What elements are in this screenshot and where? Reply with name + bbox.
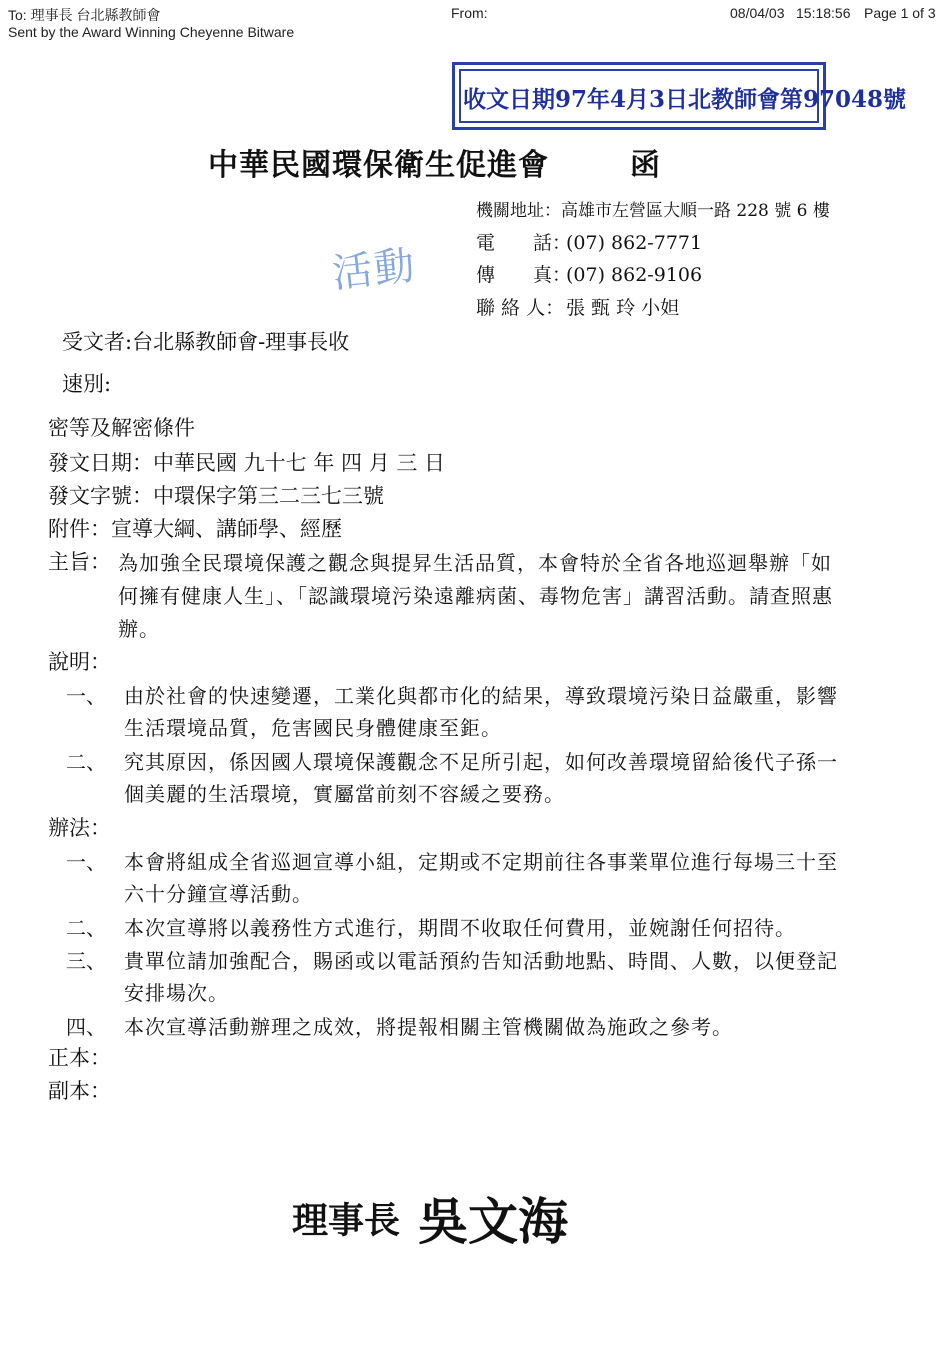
issue-number: 發文字號：中環保字第三二三七三號 bbox=[48, 484, 384, 508]
explanation-line: 究其原因，係因國人環境保護觀念不足所引起，如何改善環境留給後代子孫一 bbox=[124, 750, 838, 774]
method-line: 本次宣導將以義務性方式進行，期間不收取任何費用，並婉謝任何招待。 bbox=[124, 916, 796, 940]
method-label: 辦法： bbox=[48, 816, 111, 840]
method-item-number: 一、 bbox=[66, 850, 106, 874]
explanation-item-number: 一、 bbox=[66, 684, 106, 708]
received-stamp-text: 收文日期97年4月3日北教師會第97048號 bbox=[463, 86, 907, 113]
person-label: 聯 絡 人： bbox=[476, 297, 565, 319]
document-type: 函 bbox=[630, 148, 660, 183]
method-line: 六十分鐘宣導活動。 bbox=[124, 882, 313, 906]
method-line: 貴單位請加強配合，賜函或以電話預約告知活動地點、時間、人數，以便登記 bbox=[124, 949, 838, 973]
subject-line: 辦。 bbox=[118, 617, 160, 641]
fax-time: 15:18:56 bbox=[796, 5, 851, 21]
explanation-line: 個美麗的生活環境，實屬當前刻不容緩之要務。 bbox=[124, 782, 565, 806]
attachment: 附件：宣導大綱、講師學、經歷 bbox=[48, 517, 342, 541]
activity-stamp: 活動 bbox=[330, 242, 419, 298]
speed: 速別: bbox=[62, 372, 112, 396]
method-line: 安排場次。 bbox=[124, 981, 229, 1005]
phone-label: 電 話： bbox=[476, 232, 572, 254]
fax-to: To: 理事長 台北縣教師會 bbox=[8, 7, 161, 23]
copy-recipient: 副本： bbox=[48, 1079, 111, 1103]
subject-label: 主旨： bbox=[48, 550, 111, 574]
issue-date: 發文日期：中華民國 九十七 年 四 月 三 日 bbox=[48, 451, 446, 475]
address-label: 機關地址： bbox=[476, 201, 561, 221]
address-value: 高雄市左營區大順一路 228 號 6 樓 bbox=[561, 201, 830, 221]
fax-header bbox=[8, 3, 936, 43]
phone-value: (07) 862-7771 bbox=[566, 232, 703, 254]
contact-fax bbox=[476, 260, 702, 287]
fax-label: 傳 真： bbox=[476, 264, 572, 286]
subject-line: 為加強全民環境保護之觀念與提昇生活品質，本會特於全省各地巡迴舉辦「如 bbox=[118, 551, 832, 575]
contact-address bbox=[476, 196, 830, 221]
organization-title: 中華民國環保衛生促進會 bbox=[208, 148, 549, 183]
fax-date: 08/04/03 bbox=[730, 5, 785, 21]
fax-sent-by: Sent by the Award Winning Cheyenne Bitware bbox=[8, 24, 295, 40]
signature bbox=[292, 1182, 568, 1254]
method-item-number: 二、 bbox=[66, 916, 106, 940]
subject-line: 何擁有健康人生」、「認識環境污染遠離病菌、毒物危害」講習活動。請查照惠 bbox=[118, 584, 833, 608]
signature-title: 理事長 bbox=[292, 1199, 401, 1242]
fax-from: From: bbox=[451, 5, 488, 21]
recipient: 受文者:台北縣教師會-理事長收 bbox=[62, 330, 350, 354]
method-item-number: 四、 bbox=[66, 1015, 106, 1039]
method-line: 本次宣導活動辦理之成效，將提報相關主管機關做為施政之參考。 bbox=[124, 1015, 733, 1039]
explanation-line: 由於社會的快速變遷，工業化與都市化的結果，導致環境污染日益嚴重，影響 bbox=[124, 684, 838, 708]
secrecy: 密等及解密條件 bbox=[48, 416, 195, 440]
received-stamp bbox=[452, 62, 907, 130]
explanation-line: 生活環境品質，危害國民身體健康至鉅。 bbox=[124, 716, 502, 740]
fax-page: Page 1 of 3 bbox=[864, 5, 936, 21]
original-recipient: 正本： bbox=[48, 1046, 111, 1070]
signature-name: 吳文海 bbox=[418, 1192, 569, 1251]
contact-phone bbox=[476, 228, 702, 255]
method-item-number: 三、 bbox=[66, 949, 106, 973]
explanation-label: 說明： bbox=[48, 650, 111, 674]
person-value: 張 甄 玲 小妲 bbox=[566, 297, 680, 319]
contact-person bbox=[476, 293, 679, 320]
explanation-item-number: 二、 bbox=[66, 750, 106, 774]
fax-value: (07) 862-9106 bbox=[566, 264, 703, 286]
method-line: 本會將組成全省巡迴宣導小組，定期或不定期前往各事業單位進行每場三十至 bbox=[124, 850, 838, 874]
